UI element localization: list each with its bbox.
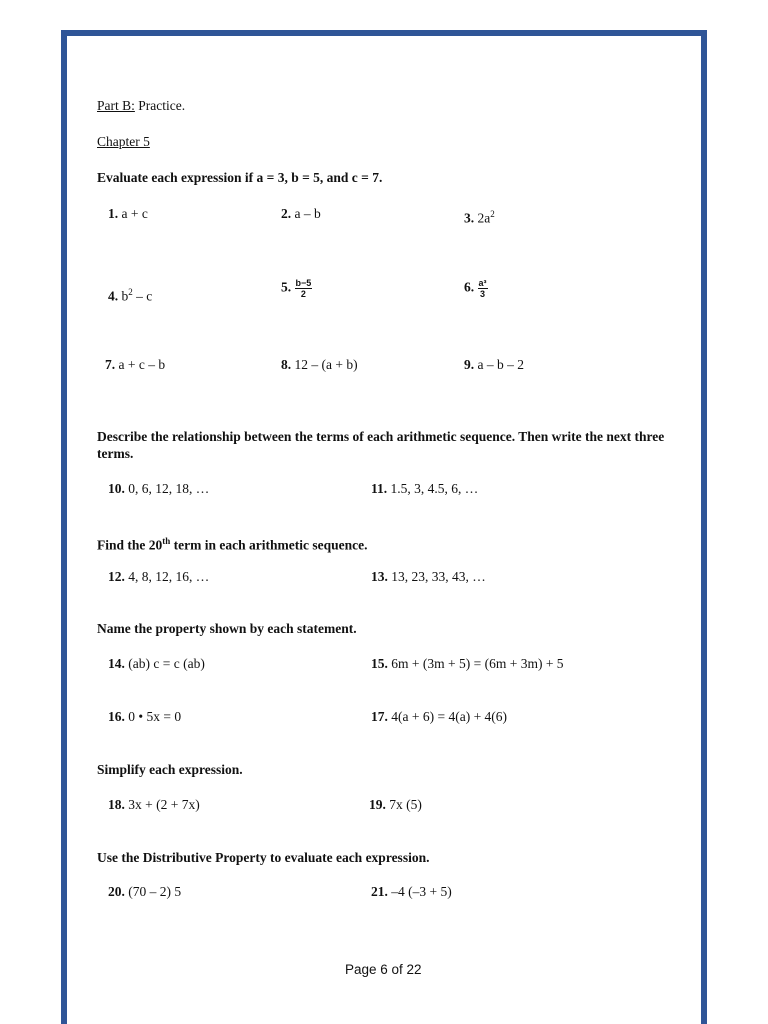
distributive-instruction: Use the Distributive Property to evaluate each expression. xyxy=(97,850,430,865)
problem-8: 8. 12 – (a + b) xyxy=(281,357,358,372)
property-instruction: Name the property shown by each statement. xyxy=(97,621,357,636)
problem-5: 5. $\frac{b-5}{2}$ xyxy=(281,278,312,299)
problem-4: 4. $b^2$ – c xyxy=(108,287,153,304)
part-heading: Part B: Practice. xyxy=(97,98,186,113)
problem-18: 18. 3x + (2 + 7x) xyxy=(108,797,200,812)
problem-10: 10. 0, 6, 12, 18, … xyxy=(108,481,210,496)
evaluate-instruction: Evaluate each expression if a = 3, b = 5, and c = 7. xyxy=(97,170,383,185)
problem-6: 6. $\frac{\text{a³}}{3}$ xyxy=(464,278,487,299)
page-number: Page 6 of 22 xyxy=(345,962,422,977)
chapter-heading: Chapter 5 xyxy=(97,134,150,149)
problem-20: 20. (70 – 2) 5 xyxy=(108,884,182,899)
simplify-instruction: Simplify each expression. xyxy=(97,762,243,777)
problem-14: 14. (ab) c = c (ab) xyxy=(108,656,205,671)
problem-15: 15. 6m + (3m + 5) = (6m + 3m) + 5 xyxy=(371,656,564,671)
problem-11: 11. 1.5, 3, 4.5, 6, … xyxy=(371,481,479,496)
fraction: $\frac{b-5}{2}$ xyxy=(295,278,312,299)
problem-2: 2. a – b xyxy=(281,206,321,221)
problem-12: 12. 4, 8, 12, 16, … xyxy=(108,569,210,584)
problem-1: 1. a + c xyxy=(108,206,148,221)
describe-instruction: Describe the relationship between the terms of each arithmetic sequence. Then write the next three terms. xyxy=(97,429,665,461)
problem-19: 19. 7x (5) xyxy=(369,797,422,812)
problem-13: 13. 13, 23, 33, 43, … xyxy=(371,569,486,584)
problem-16: 16. 0 • 5x = 0 xyxy=(108,709,182,724)
find20-instruction: Find the 20th term in each arithmetic sequence. xyxy=(97,536,368,553)
problem-7: 7. a + c – b xyxy=(105,357,166,372)
problem-3: 3. $2a^2$ xyxy=(464,209,495,226)
problem-17: 17. 4(a + 6) = 4(a) + 4(6) xyxy=(371,709,508,724)
problem-9: 9. a – b – 2 xyxy=(464,357,524,372)
fraction: $\frac{\text{a³}}{3}$ xyxy=(478,278,487,299)
problem-21: 21. –4 (–3 + 5) xyxy=(371,884,452,899)
